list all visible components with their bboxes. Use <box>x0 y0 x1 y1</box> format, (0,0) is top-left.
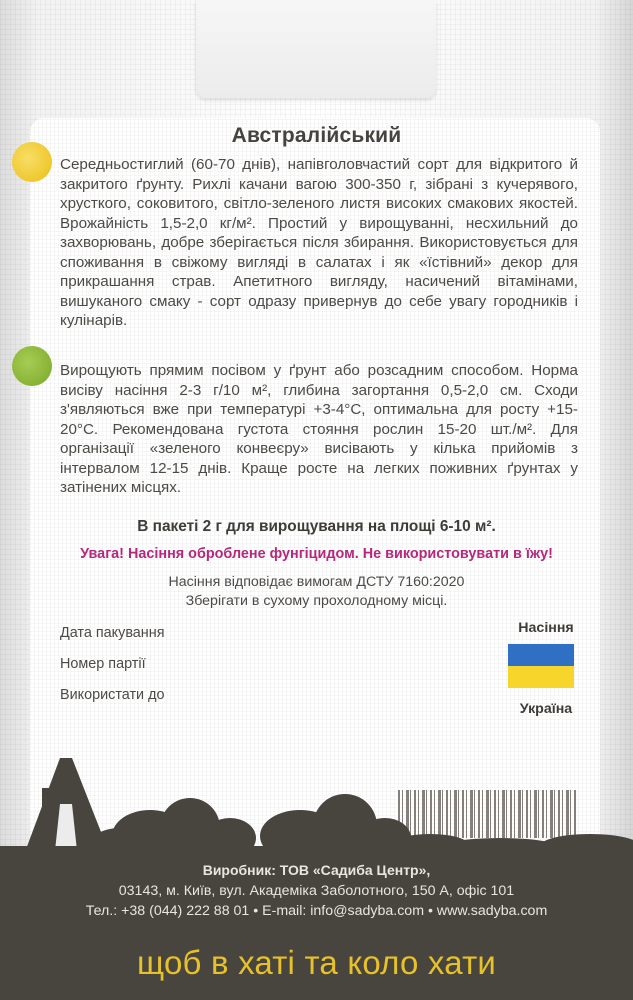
country-label: Україна <box>519 701 573 717</box>
flag-yellow-stripe <box>508 666 574 688</box>
fungicide-warning: Увага! Насіння оброблене фунгіцидом. Не використовувати в їжу! <box>80 546 553 562</box>
batch-number-field: Номер партії <box>60 656 146 672</box>
yellow-circle-icon <box>12 142 52 182</box>
description-paragraph: Середньостиглий (60-70 днів), напівголовчастий сорт для відкритого й закритого ґрунту. Рихлі качани вагою 300-350 г, зібрані з кучерявого, хрусткого, соковитого, світло-зеленого листя високих смакових якостей. Врожайність 1,5-2,0 кг/м². Простий у вирощуванні, несхильний до захворювань, добре зберігається після збирання. Використовується для споживання в свіжому вигляді в салатах і як «їстівний» декор для прикрашання страв. Апетитного вигляду, насичений вітамінами, вишуканого смаку - сорт одразу привернув до себе увагу городників і кулінарів. <box>60 156 578 329</box>
flag-blue-stripe <box>508 644 574 666</box>
house-silhouette-illustration <box>0 740 633 860</box>
standard-compliance: Насіння відповідає вимогам ДСТУ 7160:2020 <box>168 574 465 590</box>
hang-tab <box>196 0 436 98</box>
ukraine-flag-icon <box>508 644 574 688</box>
green-circle-icon <box>12 346 52 386</box>
use-by-field: Використати до <box>60 687 165 703</box>
storage-instructions: Зберігати в сухому прохолодному місці. <box>185 593 448 609</box>
manufacturer-name: Виробник: ТОВ «Садиба Центр», <box>202 862 431 878</box>
seeds-label: Насіння <box>518 620 574 636</box>
manufacturer-address: 03143, м. Київ, вул. Академіка Заболотного, 150 А, офіс 101 <box>118 883 515 899</box>
brand-slogan: щоб в хаті та коло хати <box>136 944 497 981</box>
pack-date-field: Дата пакування <box>60 625 165 641</box>
packet-weight-info: В пакеті 2 г для вирощування на площі 6-10 м². <box>137 518 496 535</box>
growing-instructions-paragraph: Вирощують прямим посівом у ґрунт або розсадним способом. Норма висіву насіння 2-3 г/10 м², глибина загортання 0,5-2,0 см. Сходи з'являються вже при температурі +3-4°С, оптимальна для росту +15-20°С. Рекомендована густота стояння рослин 15-20 шт./м². Для організації «зеленого конвеєру» висівають у кілька прийомів з інтервалом 12-15 днів. Краще росте на легких поживних ґрунтах у затінених місцях. <box>60 362 578 496</box>
manufacturer-contacts: Тел.: +38 (044) 222 88 01 • E-mail: info@sadyba.com • www.sadyba.com <box>85 903 548 919</box>
product-title: Австралійський <box>231 124 402 147</box>
